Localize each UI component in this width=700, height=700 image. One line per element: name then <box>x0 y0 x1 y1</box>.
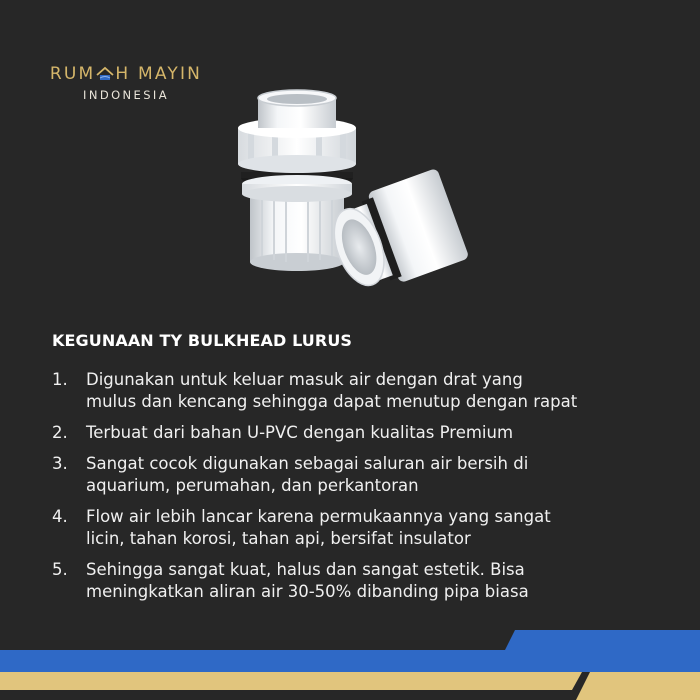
list-line: Digunakan untuk keluar masuk air dengan drat yang <box>86 370 523 389</box>
stripe-blue-main <box>0 650 700 672</box>
brand-logo <box>42 64 210 102</box>
list-text <box>86 369 682 413</box>
brand-name-left: RUM <box>49 64 96 84</box>
list-line: Sehingga sangat kuat, halus dan sangat estetik. Bisa <box>86 560 525 579</box>
list-number: 4. <box>52 507 68 526</box>
list-item <box>52 453 682 497</box>
stripe-gold-right <box>576 672 700 700</box>
house-roof-icon <box>96 66 114 82</box>
list-line: aquarium, perumahan, dan perkantoran <box>86 476 419 495</box>
list-line: meningkatkan aliran air 30-50% dibanding pipa biasa <box>86 582 529 601</box>
decorative-stripes <box>0 620 700 700</box>
list-number: 1. <box>52 370 68 389</box>
list-item <box>52 422 682 444</box>
list-line: mulus dan kencang sehingga dapat menutup dengan rapat <box>86 392 578 411</box>
list-text <box>86 559 682 603</box>
stripe-blue-top <box>505 630 700 650</box>
feature-list <box>52 369 682 612</box>
brand-name-right: H MAYIN <box>115 64 203 84</box>
list-line: Flow air lebih lancar karena permukaannya yang sangat <box>86 507 551 526</box>
section-title: KEGUNAAN TY BULKHEAD LURUS <box>52 331 353 350</box>
list-text <box>86 453 682 497</box>
list-line: Terbuat dari bahan U-PVC dengan kualitas Premium <box>86 423 514 442</box>
brand-name <box>42 64 210 84</box>
list-line: licin, tahan korosi, tahan api, bersifat insulator <box>86 529 471 548</box>
list-item <box>52 369 682 413</box>
list-text <box>86 422 682 444</box>
stripe-gold-left <box>0 672 582 690</box>
list-item <box>52 559 682 603</box>
list-number: 3. <box>52 454 68 473</box>
list-line: Sangat cocok digunakan sebagai saluran air bersih di <box>86 454 529 473</box>
brand-subtitle: INDONESIA <box>83 88 169 102</box>
list-number: 5. <box>52 560 68 579</box>
pvc-bulkhead-fitting-icon <box>230 84 480 294</box>
list-number: 2. <box>52 423 68 442</box>
list-item <box>52 506 682 550</box>
list-text <box>86 506 682 550</box>
